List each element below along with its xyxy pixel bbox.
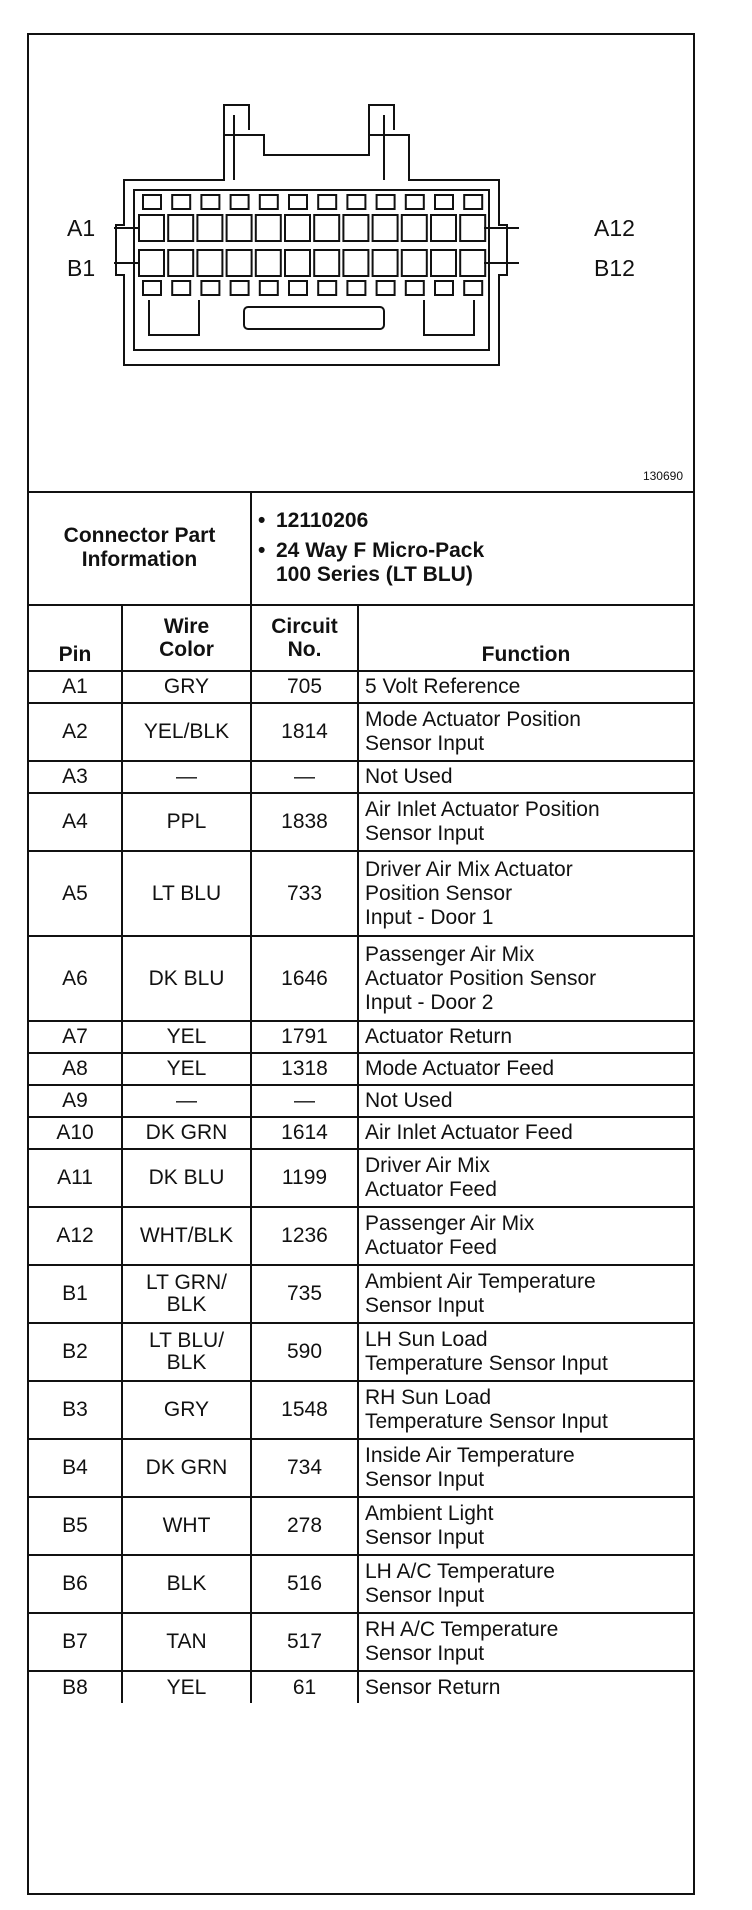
pinout-table	[29, 491, 693, 1703]
table-row	[29, 1085, 693, 1117]
terminal-tab-bottom	[435, 281, 453, 295]
table-row	[29, 1439, 693, 1497]
terminal-tab-top	[260, 195, 278, 209]
circuit-cell: 1614	[251, 1117, 358, 1149]
circuit-cell: 733	[251, 851, 358, 936]
pin-cell: A3	[29, 761, 122, 793]
wire-color-cell: —	[122, 761, 251, 793]
terminal-tab-bottom	[231, 281, 249, 295]
function-cell: Driver Air Mix Actuator Feed	[358, 1149, 693, 1207]
cavity-a-row	[285, 215, 310, 241]
wire-color-cell: DK BLU	[122, 1149, 251, 1207]
label-a12: A12	[594, 215, 635, 241]
terminal-tab-bottom	[377, 281, 395, 295]
cavity-b-row	[373, 250, 398, 276]
wire-color-cell: BLK	[122, 1555, 251, 1613]
terminal-tab-top	[231, 195, 249, 209]
wire-color-cell: WHT/BLK	[122, 1207, 251, 1265]
latch-guides	[234, 115, 384, 180]
cavity-a-row	[168, 215, 193, 241]
wire-color-cell: DK BLU	[122, 936, 251, 1021]
terminal-tab-top	[318, 195, 336, 209]
function-cell: LH A/C Temperature Sensor Input	[358, 1555, 693, 1613]
terminal-tab-bottom	[201, 281, 219, 295]
pin-cell: B6	[29, 1555, 122, 1613]
label-b1: B1	[67, 255, 96, 281]
cavity-a-row	[431, 215, 456, 241]
label-a1: A1	[67, 215, 96, 241]
cavity-b-row	[197, 250, 222, 276]
pin-cell: A11	[29, 1149, 122, 1207]
pin-cell: B8	[29, 1671, 122, 1703]
reference-number: 130690	[642, 469, 683, 483]
wire-color-cell: LT GRN/ BLK	[122, 1265, 251, 1323]
pin-cell: B5	[29, 1497, 122, 1555]
cavity-b-row	[285, 250, 310, 276]
table-row	[29, 1323, 693, 1381]
table-row	[29, 936, 693, 1021]
cavity-b-row	[227, 250, 252, 276]
circuit-cell: 278	[251, 1497, 358, 1555]
circuit-cell: —	[251, 761, 358, 793]
cavity-a-row	[139, 215, 164, 241]
terminal-tab-bottom	[143, 281, 161, 295]
cavity-a-row	[460, 215, 485, 241]
pin-cell: B3	[29, 1381, 122, 1439]
function-cell: Not Used	[358, 761, 693, 793]
pin-cell: A6	[29, 936, 122, 1021]
function-cell: Sensor Return	[358, 1671, 693, 1703]
wire-color-cell: DK GRN	[122, 1439, 251, 1497]
circuit-cell: 1236	[251, 1207, 358, 1265]
wire-color-cell: —	[122, 1085, 251, 1117]
function-cell: Passenger Air Mix Actuator Feed	[358, 1207, 693, 1265]
pin-cell: A12	[29, 1207, 122, 1265]
table-row	[29, 1207, 693, 1265]
terminal-tab-top	[347, 195, 365, 209]
function-cell: Mode Actuator Position Sensor Input	[358, 703, 693, 761]
function-cell: Not Used	[358, 1085, 693, 1117]
circuit-cell: —	[251, 1085, 358, 1117]
pin-cell: B1	[29, 1265, 122, 1323]
circuit-cell: 590	[251, 1323, 358, 1381]
table-row	[29, 1265, 693, 1323]
function-cell: RH Sun Load Temperature Sensor Input	[358, 1381, 693, 1439]
circuit-cell: 735	[251, 1265, 358, 1323]
cavity-b-row	[402, 250, 427, 276]
cavity-b-row	[343, 250, 368, 276]
wire-color-cell: GRY	[122, 1381, 251, 1439]
header-function: Function	[358, 605, 693, 671]
table-row	[29, 761, 693, 793]
function-cell: Mode Actuator Feed	[358, 1053, 693, 1085]
terminal-tab-bottom	[172, 281, 190, 295]
circuit-cell: 1199	[251, 1149, 358, 1207]
connector-info-values	[251, 491, 693, 605]
function-cell: Air Inlet Actuator Position Sensor Input	[358, 793, 693, 851]
circuit-cell: 61	[251, 1671, 358, 1703]
circuit-cell: 517	[251, 1613, 358, 1671]
table-row	[29, 793, 693, 851]
function-cell: Driver Air Mix Actuator Position Sensor Input - Door 1	[358, 851, 693, 936]
cavity-a-row	[343, 215, 368, 241]
table-row	[29, 703, 693, 761]
cavity-a-row	[197, 215, 222, 241]
pin-cell: A4	[29, 793, 122, 851]
terminal-tab-bottom	[347, 281, 365, 295]
function-cell: Ambient Light Sensor Input	[358, 1497, 693, 1555]
terminal-tab-bottom	[406, 281, 424, 295]
header-circuit-no: Circuit No.	[251, 605, 358, 671]
terminal-tab-top	[289, 195, 307, 209]
pin-cell: A5	[29, 851, 122, 936]
wire-color-cell: YEL/BLK	[122, 703, 251, 761]
pin-cell: A7	[29, 1021, 122, 1053]
circuit-cell: 1791	[251, 1021, 358, 1053]
connector-description: • 24 Way F Micro-Pack 100 Series (LT BLU)	[276, 539, 687, 587]
terminal-tab-top	[377, 195, 395, 209]
terminal-tab-bottom	[318, 281, 336, 295]
terminal-tab-bottom	[464, 281, 482, 295]
cavity-a-row	[227, 215, 252, 241]
wire-color-cell: DK GRN	[122, 1117, 251, 1149]
table-row	[29, 1555, 693, 1613]
terminal-tab-top	[172, 195, 190, 209]
pin-cell: A2	[29, 703, 122, 761]
wire-color-cell: YEL	[122, 1053, 251, 1085]
terminal-tab-bottom	[260, 281, 278, 295]
cavity-a-row	[373, 215, 398, 241]
table-row	[29, 1381, 693, 1439]
pin-cell: B4	[29, 1439, 122, 1497]
function-cell: Inside Air Temperature Sensor Input	[358, 1439, 693, 1497]
circuit-cell: 1838	[251, 793, 358, 851]
connector-info-label: Connector Part Information	[29, 491, 251, 605]
table-row	[29, 1021, 693, 1053]
pin-cell: B2	[29, 1323, 122, 1381]
cavity-b-row	[431, 250, 456, 276]
circuit-cell: 734	[251, 1439, 358, 1497]
connector-part-number: • 12110206	[276, 509, 687, 533]
table-header-row	[29, 605, 693, 671]
wire-color-cell: YEL	[122, 1671, 251, 1703]
circuit-cell: 1548	[251, 1381, 358, 1439]
header-wire-color: Wire Color	[122, 605, 251, 671]
cavity-b-row	[168, 250, 193, 276]
header-pin: Pin	[29, 605, 122, 671]
function-cell: Actuator Return	[358, 1021, 693, 1053]
circuit-cell: 1318	[251, 1053, 358, 1085]
circuit-cell: 1814	[251, 703, 358, 761]
terminal-tab-bottom	[289, 281, 307, 295]
circuit-cell: 705	[251, 671, 358, 703]
circuit-cell: 1646	[251, 936, 358, 1021]
pin-cell: A8	[29, 1053, 122, 1085]
function-cell: 5 Volt Reference	[358, 671, 693, 703]
terminal-tab-top	[143, 195, 161, 209]
circuit-cell: 516	[251, 1555, 358, 1613]
lock-slot	[244, 307, 384, 329]
function-cell: Ambient Air Temperature Sensor Input	[358, 1265, 693, 1323]
wire-color-cell: LT BLU/ BLK	[122, 1323, 251, 1381]
terminal-tab-top	[435, 195, 453, 209]
cavity-a-row	[314, 215, 339, 241]
table-row	[29, 1053, 693, 1085]
table-row	[29, 851, 693, 936]
connector-info-row	[29, 491, 693, 605]
pin-cell: A10	[29, 1117, 122, 1149]
wire-color-cell: LT BLU	[122, 851, 251, 936]
wire-color-cell: PPL	[122, 793, 251, 851]
function-cell: Air Inlet Actuator Feed	[358, 1117, 693, 1149]
cavity-a-row	[256, 215, 281, 241]
table-row	[29, 1497, 693, 1555]
right-latch	[369, 105, 394, 135]
pin-cell: A1	[29, 671, 122, 703]
function-cell: Passenger Air Mix Actuator Position Sensor Input - Door 2	[358, 936, 693, 1021]
terminal-tab-top	[201, 195, 219, 209]
document-frame	[27, 33, 695, 1895]
cavity-b-row	[460, 250, 485, 276]
table-row	[29, 1671, 693, 1703]
cavity-b-row	[314, 250, 339, 276]
pin-cell: A9	[29, 1085, 122, 1117]
terminal-tab-top	[464, 195, 482, 209]
connector-diagram	[29, 35, 693, 493]
cavity-b-row	[256, 250, 281, 276]
pin-cell: B7	[29, 1613, 122, 1671]
wire-color-cell: TAN	[122, 1613, 251, 1671]
wire-color-cell: GRY	[122, 671, 251, 703]
terminal-tab-top	[406, 195, 424, 209]
table-row	[29, 1149, 693, 1207]
left-latch	[224, 105, 249, 135]
function-cell: LH Sun Load Temperature Sensor Input	[358, 1323, 693, 1381]
cavity-a-row	[402, 215, 427, 241]
table-row	[29, 1117, 693, 1149]
label-b12: B12	[594, 255, 635, 281]
function-cell: RH A/C Temperature Sensor Input	[358, 1613, 693, 1671]
table-row	[29, 1613, 693, 1671]
table-row	[29, 671, 693, 703]
wire-color-cell: YEL	[122, 1021, 251, 1053]
wire-color-cell: WHT	[122, 1497, 251, 1555]
cavity-b-row	[139, 250, 164, 276]
